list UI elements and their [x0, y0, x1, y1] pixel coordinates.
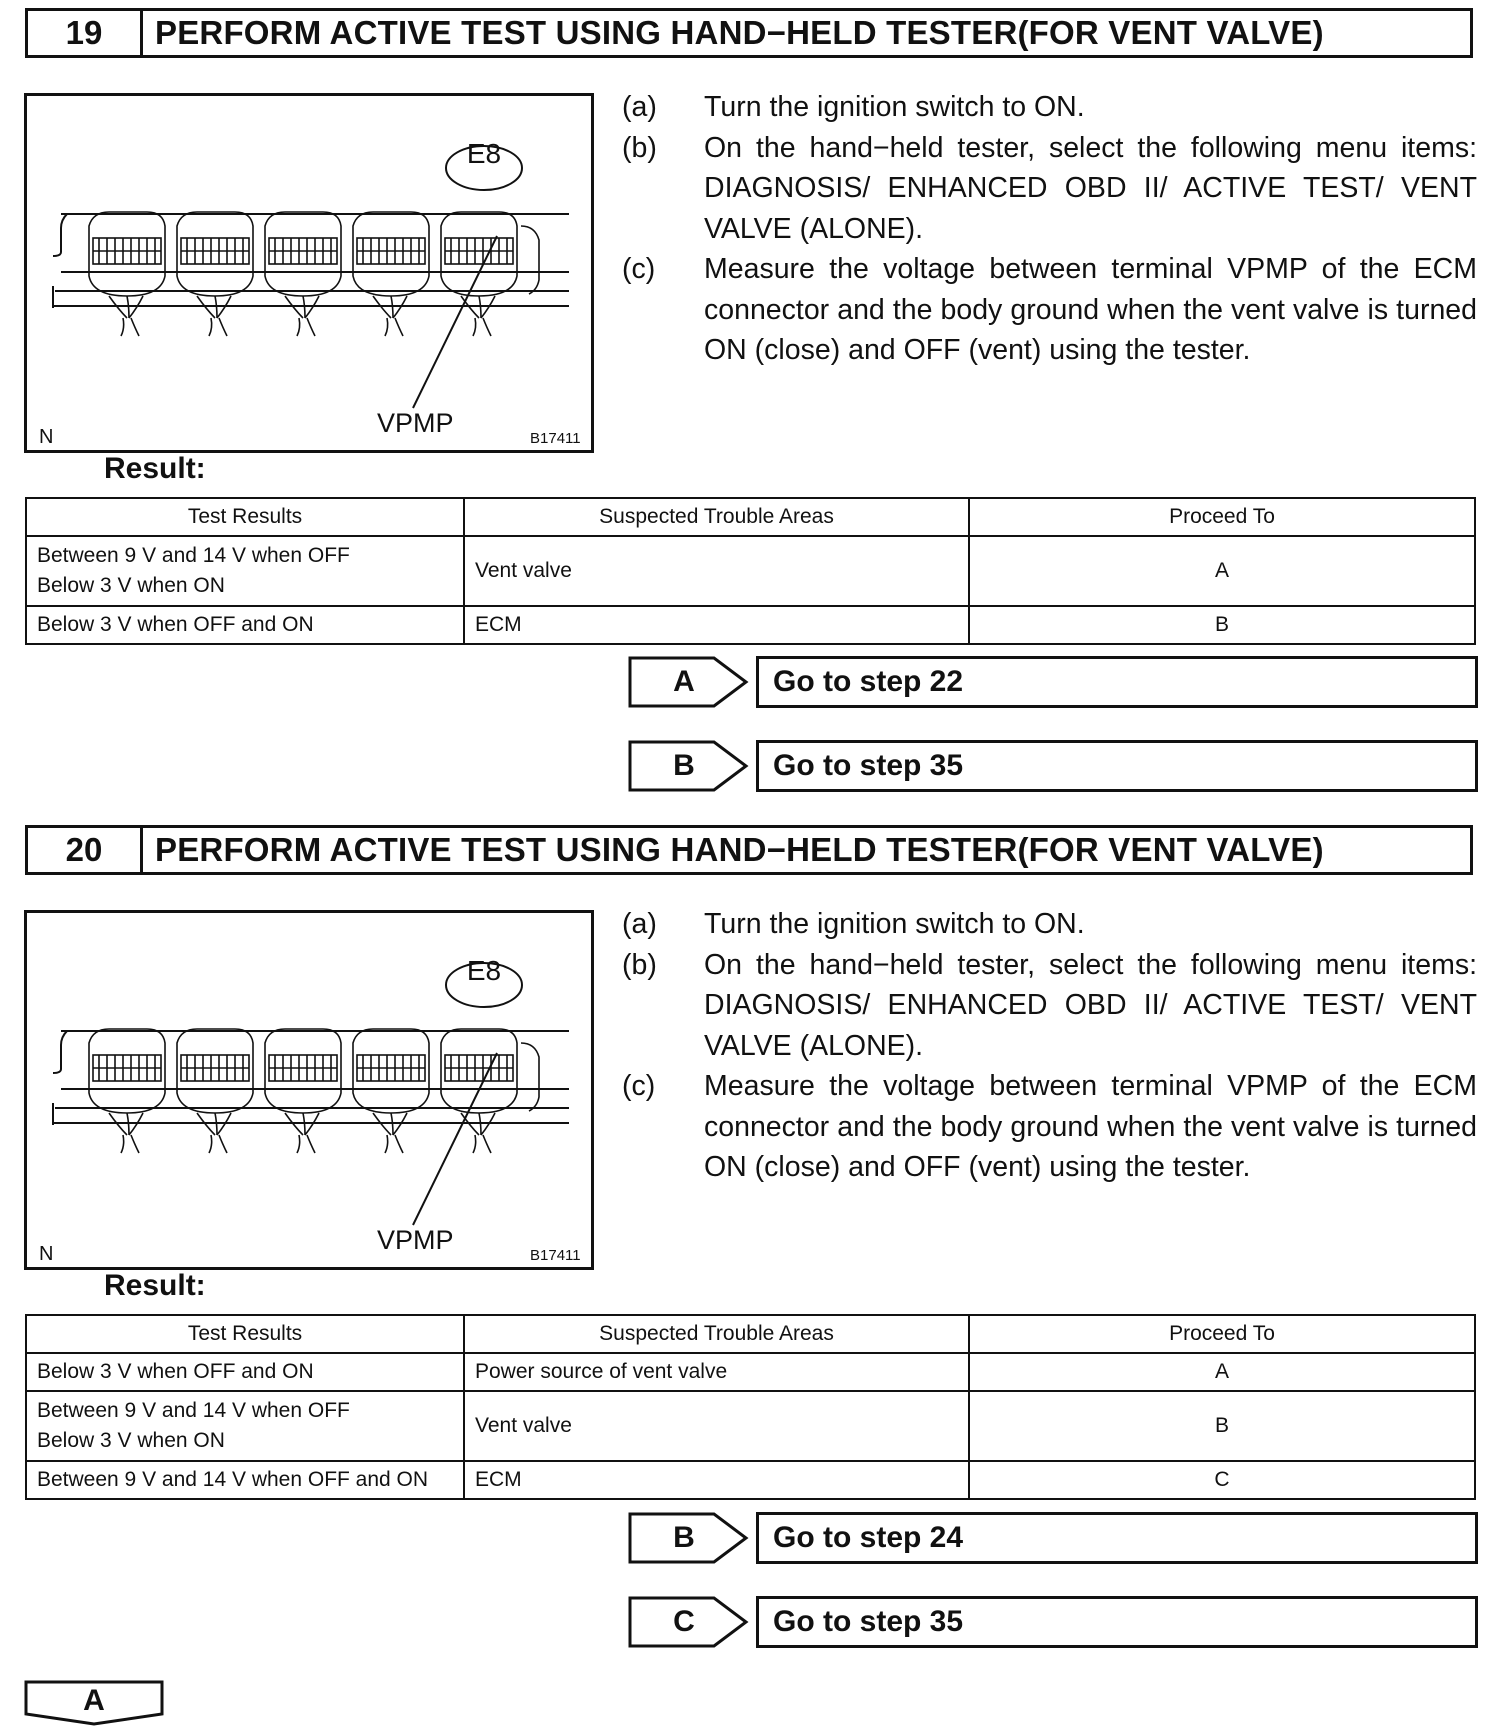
test-result-line: Below 3 V when OFF and ON	[37, 1360, 314, 1383]
table-row	[26, 606, 1475, 644]
step-text: Turn the ignition switch to ON.	[704, 908, 1085, 940]
proceed-to-cell: A	[969, 536, 1475, 606]
proceed-to-cell: B	[969, 1391, 1475, 1461]
table-row	[26, 1391, 1475, 1461]
test-result-cell	[26, 1461, 464, 1499]
branch-letter: A	[673, 665, 695, 698]
procedure-steps	[622, 87, 1477, 371]
table-row	[26, 1353, 1475, 1391]
go-to-step-label: Go to step 35	[756, 740, 1478, 792]
procedure-step	[622, 904, 1477, 945]
column-header: Test Results	[26, 1315, 464, 1353]
step-letter: (c)	[622, 253, 656, 285]
step-number: 19	[28, 11, 143, 55]
trouble-area-cell: ECM	[464, 606, 969, 644]
test-result-line: Between 9 V and 14 V when OFF	[37, 1399, 350, 1422]
step-title: PERFORM ACTIVE TEST USING HAND−HELD TESTER(FOR VENT VALVE)	[155, 14, 1324, 51]
step-text: Measure the voltage between terminal VPMP of the ECM connector and the body ground when the vent valve is turned ON (close) and OFF (vent) using the tester.	[704, 253, 1477, 366]
test-result-line: Below 3 V when OFF and ON	[37, 613, 314, 636]
figure-orientation-mark: N	[39, 1243, 54, 1265]
test-result-line: Below 3 V when ON	[37, 574, 225, 597]
test-result-cell	[26, 1353, 464, 1391]
trouble-area-cell: Vent valve	[464, 536, 969, 606]
go-to-step-link[interactable]	[628, 1512, 1478, 1564]
test-result-line: Below 3 V when ON	[37, 1429, 225, 1452]
table-header-row	[26, 1315, 1475, 1353]
table-header-row	[26, 498, 1475, 536]
test-result-cell	[26, 606, 464, 644]
connector-label: E8	[466, 138, 502, 169]
step-title: PERFORM ACTIVE TEST USING HAND−HELD TESTER(FOR VENT VALVE)	[155, 831, 1324, 868]
next-branch-tag[interactable]	[24, 1680, 164, 1726]
step-text: On the hand−held tester, select the following menu items: DIAGNOSIS/ ENHANCED OBD II/ ACTIVE TEST/ VENT VALVE (ALONE).	[704, 948, 1477, 1062]
procedure-step	[622, 87, 1477, 128]
column-header: Proceed To	[969, 498, 1475, 536]
step-19-header	[25, 8, 1473, 58]
go-to-step-link[interactable]	[628, 656, 1478, 708]
proceed-to-cell: C	[969, 1461, 1475, 1499]
proceed-to-cell: A	[969, 1353, 1475, 1391]
procedure-step	[622, 1066, 1477, 1188]
go-to-step-label: Go to step 24	[756, 1512, 1478, 1564]
step-text: Turn the ignition switch to ON.	[704, 91, 1085, 123]
step-letter: (a)	[622, 908, 657, 940]
step-letter: (b)	[622, 948, 657, 981]
step-number: 20	[28, 828, 143, 872]
proceed-to-cell: B	[969, 606, 1475, 644]
ecm-connector-diagram	[24, 93, 594, 453]
column-header: Suspected Trouble Areas	[464, 498, 969, 536]
result-table	[25, 497, 1476, 645]
column-header: Suspected Trouble Areas	[464, 1315, 969, 1353]
table-row	[26, 1461, 1475, 1499]
test-result-cell	[26, 1391, 464, 1461]
procedure-steps	[622, 904, 1477, 1188]
ecm-connector-diagram	[24, 910, 594, 1270]
column-header: Test Results	[26, 498, 464, 536]
test-result-cell	[26, 536, 464, 606]
test-result-line: Between 9 V and 14 V when OFF	[37, 544, 350, 567]
go-to-step-link[interactable]	[628, 1596, 1478, 1648]
result-label: Result:	[104, 1269, 206, 1302]
terminal-label: VPMP	[377, 1225, 454, 1255]
result-label: Result:	[104, 452, 206, 485]
connector-label: E8	[466, 955, 502, 986]
result-table	[25, 1314, 1476, 1500]
trouble-area-cell: Power source of vent valve	[464, 1353, 969, 1391]
branch-letter: A	[83, 1684, 105, 1717]
figure-code: B17411	[530, 1247, 581, 1264]
figure-orientation-mark: N	[39, 426, 54, 448]
procedure-step	[622, 128, 1477, 250]
test-result-line: Between 9 V and 14 V when OFF and ON	[37, 1468, 429, 1491]
go-to-step-link[interactable]	[628, 740, 1478, 792]
go-to-step-label: Go to step 35	[756, 1596, 1478, 1648]
branch-letter: B	[673, 1521, 695, 1554]
branch-letter: C	[673, 1605, 695, 1638]
step-text: Measure the voltage between terminal VPMP of the ECM connector and the body ground when the vent valve is turned ON (close) and OFF (vent) using the tester.	[704, 1070, 1477, 1183]
terminal-label: VPMP	[377, 408, 454, 438]
step-letter: (b)	[622, 131, 657, 164]
trouble-area-cell: ECM	[464, 1461, 969, 1499]
go-to-step-label: Go to step 22	[756, 656, 1478, 708]
column-header: Proceed To	[969, 1315, 1475, 1353]
procedure-step	[622, 249, 1477, 371]
trouble-area-cell: Vent valve	[464, 1391, 969, 1461]
branch-letter: B	[673, 749, 695, 782]
step-20-header	[25, 825, 1473, 875]
step-letter: (a)	[622, 91, 657, 123]
figure-code: B17411	[530, 430, 581, 447]
table-row	[26, 536, 1475, 606]
procedure-step	[622, 945, 1477, 1067]
step-text: On the hand−held tester, select the following menu items: DIAGNOSIS/ ENHANCED OBD II/ ACTIVE TEST/ VENT VALVE (ALONE).	[704, 131, 1477, 245]
step-letter: (c)	[622, 1070, 656, 1102]
